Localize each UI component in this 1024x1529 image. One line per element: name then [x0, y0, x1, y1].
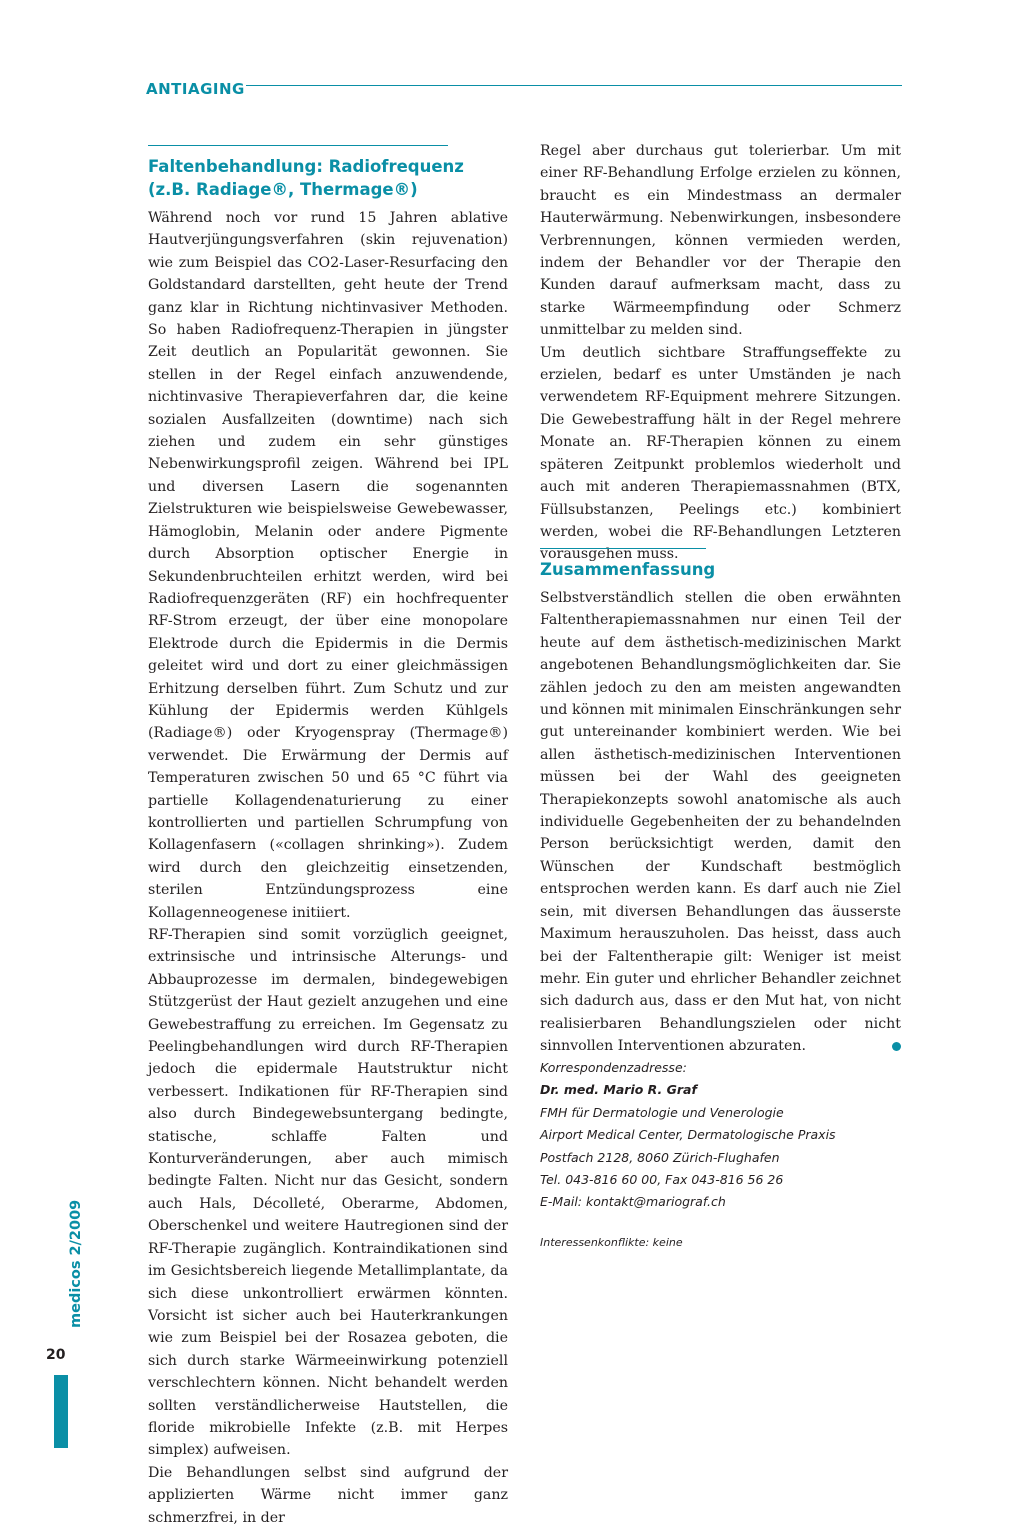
right-column-top — [540, 140, 901, 566]
paragraph: Um deutlich sichtbare Straffungseffekte zu erzielen, bedarf es unter Umständen je nach verwendetem RF-Equipment mehrere Sitzungen. Die Gewebestraffung hält in der Regel mehrere Monate an. RF-Therapien können zu einem späteren Zeitpunkt problemlos wiederholt und auch mit anderen Therapiemassnahmen (BTX, Füllsubstanzen, Peelings etc.) kombiniert werden, wobei die RF-Behandlungen Letzteren vorausgehen muss. — [540, 344, 901, 563]
conflicts-note: Interessenkonflikte: keine — [540, 1236, 683, 1249]
paragraph: RF-Therapien sind somit vorzüglich geeignet, extrinsische und intrinsische Alterungs- und Abbauprozesse im dermalen, bindegewebigen Stützgerüst der Haut gezielt anzugehen und eine Gewebestraffung zu erreichen. Im Gegensatz zu Peelingbehandlungen wird durch RF-Therapien jedoch die epidermale Hautstruktur nicht verbessert. Indikationen für RF-Therapien sind also durch Bindegewebsuntergang bedingte, statische, schlaffe Falten und Konturveränderungen, aber auch mimisch bedingte Falten. Nicht nur das Gesicht, sondern auch Hals, Décolleté, Oberarme, Abdomen, Oberschenkel und weitere Hautregionen sind der RF-Therapie zugänglich. Kontraindikationen sind im Gesichtsbereich liegende Metallimplantate, da sich diese unkontrolliert erwärmen könnten. Vorsicht ist sicher auch bei Hauterkrankungen wie zum Beispiel bei der Rosazea geboten, die sich durch starke Wärmeeinwirkung potenziell verschlechtern können. Nicht behandelt werden sollten verständlicherweise Hautstellen, die floride mikrobielle Infekte (z.B. mit Herpes simplex) aufweisen. — [148, 927, 508, 1459]
page-number: 20 — [46, 1347, 66, 1363]
paragraph: Regel aber durchaus gut tolerierbar. Um mit einer RF-Behandlung Erfolge erzielen zu können, braucht es ein Mindestmass an dermaler Hauterwärmung. Nebenwirkungen, insbesondere Verbrennungen, können vermieden werden, indem der Behandler vor der Therapie den Kunden darauf aufmerksam macht, dass zu starke Wärmeempfindung oder Schmerz unmittelbar zu melden sind. — [540, 143, 901, 339]
paragraph: Während noch vor rund 15 Jahren ablative Hautverjüngungsverfahren (skin rejuvenation) wie zum Beispiel das CO2-Laser-Resurfacing den Goldstandard darstellten, geht heute der Trend ganz klar in Richtung nichtinvasiver Methoden. So haben Radiofrequenz-Therapien in jüngster Zeit deutlich an Popularität gewonnen. Sie stellen in der Regel einfach anzuwendende, nichtinvasive Therapieverfahren dar, die keine sozialen Ausfallzeiten (downtime) nach sich ziehen und zudem ein sehr günstiges Nebenwirkungsprofil zeigen. Während bei IPL und diversen Lasern die sogenannten Zielstrukturen wie beispielsweise Gewebewasser, Hämoglobin, Melanin oder andere Pigmente durch Absorption optischer Energie in Sekundenbruchteilen erhitzt werden, wird bei Radiofrequenzgeräten (RF) ein hochfrequenter RF-Strom erzeugt, der über eine monopolare Elektrode durch die Epidermis in die Dermis geleitet wird und dort zu einer gleichmässigen Erhitzung derselben führt. Zum Schutz und zur Kühlung der Epidermis werden Kühlgels (Radiage®) oder Kryogenspray (Thermage®) verwendet. Die Erwärmung der Dermis auf Temperaturen zwischen 50 und 65 °C führt via partielle Kollagendenaturierung zu einer kontrollierten und partiellen Schrumpfung von Kollagenfasern («collagen shrinking»). Zudem wird durch den gleichzeitig einsetzenden, sterilen Entzündungsprozess eine Kollagenneogenese initiiert. — [148, 210, 508, 921]
contact-label: Korrespondenzadresse: — [540, 1060, 687, 1075]
summary-heading: Zusammenfassung — [540, 560, 716, 579]
contact-line: Tel. 043-816 60 00, Fax 043-816 56 26 — [540, 1172, 784, 1188]
contact-line: Airport Medical Center, Dermatologische Praxis — [540, 1127, 836, 1143]
header-rule — [246, 85, 902, 86]
right-column-summary — [540, 587, 901, 1058]
heading-rule-2 — [540, 548, 706, 549]
left-column — [148, 207, 508, 1529]
summary-text: Selbstverständlich stellen die oben erwähnten Faltentherapiemassnahmen nur einen Teil der heute auf dem ästhetisch-medizinischen Markt angebotenen Behandlungsmöglichkeiten dar. Sie zählen jedoch zu den am meisten angewandten und können mit minimalen Einschränkungen sehr gut untereinander kombiniert werden. Wie bei allen ästhetisch-medizinischen Interventionen müssen bei der Wahl des geeigneten Therapiekonzepts sowohl anatomische als auch individuelle Gegebenheiten der zu behandelnden Person berücksichtigt werden, damit den Wünschen der Kundschaft bestmöglich entsprochen werden kann. Es darf auch nie Ziel sein, mit diversen Behandlungen das äusserste Maximum herauszuholen. Das heisst, dass auch bei der Faltentherapie gilt: Weniger ist meist mehr. Ein guter und ehrlicher Behandler zeichnet sich dadurch aus, dass er den Mut hat, von nicht realisierbaren Behandlungszielen oder nicht sinnvollen Interventionen abzuraten. — [540, 590, 901, 1055]
journal-name: medicos 2/2009 — [68, 1199, 84, 1328]
heading-line-2: (z.B. Radiage®, Thermage®) — [148, 180, 418, 199]
contact-email: E-Mail: kontakt@mariograf.ch — [540, 1194, 726, 1210]
heading-line-1: Faltenbehandlung: Radiofrequenz — [148, 157, 464, 176]
section-label: ANTIAGING — [146, 80, 245, 98]
paragraph — [540, 587, 901, 1058]
journal-side-label — [68, 1198, 88, 1328]
contact-name: Dr. med. Mario R. Graf — [540, 1082, 697, 1098]
contact-line: FMH für Dermatologie und Venerologie — [540, 1104, 784, 1120]
contact-line: Postfach 2128, 8060 Zürich-Flughafen — [540, 1149, 780, 1165]
article-heading — [148, 155, 508, 201]
paragraph: Die Behandlungen selbst sind aufgrund der applizierten Wärme nicht immer ganz schmerzfrei, in der — [148, 1464, 508, 1526]
end-mark-icon — [892, 1042, 901, 1051]
page-bar — [54, 1375, 68, 1448]
heading-rule-1 — [148, 145, 448, 146]
contact-block — [540, 1057, 910, 1214]
